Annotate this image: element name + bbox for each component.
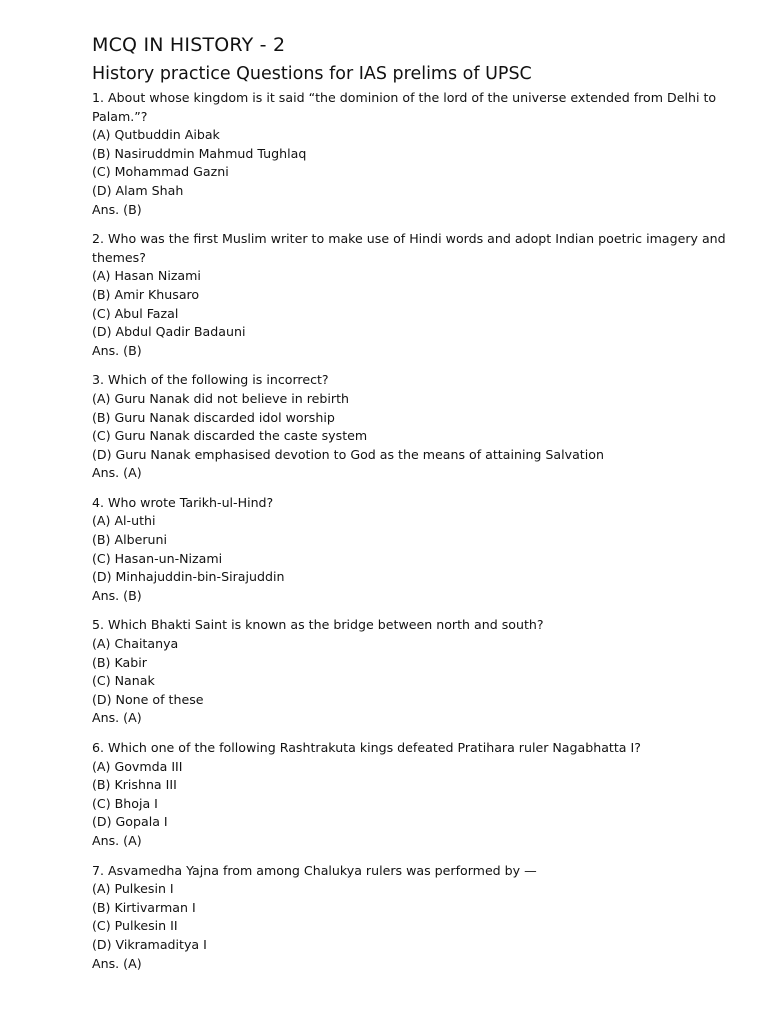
option-d: (D) None of these	[92, 691, 204, 707]
question-text: 3. Which of the following is incorrect?	[92, 372, 329, 388]
question-text: 6. Which one of the following Rashtrakuta kings defeated Pratihara ruler Nagabhatta I?	[92, 740, 641, 755]
option-c: (C) Mohammad Gazni	[92, 164, 229, 180]
option-a: (A) Guru Nanak did not believe in rebirth	[92, 390, 350, 406]
question-text: 1. About whose kingdom is it said “the dominion of the lord of the universe extended from Delhi to Palam.”?	[92, 90, 721, 124]
answer: Ans. (B)	[92, 587, 142, 603]
question-6	[92, 739, 742, 851]
option-b: (B) Kirtivarman I	[92, 899, 196, 915]
option-a: (A) Chaitanya	[92, 636, 179, 652]
option-a: (A) Pulkesin I	[92, 881, 174, 897]
document-page	[92, 32, 742, 984]
question-text: 4. Who wrote Tarikh-ul-Hind?	[92, 494, 274, 510]
answer: Ans. (A)	[92, 955, 142, 971]
option-d: (D) Abdul Qadir Badauni	[92, 324, 246, 340]
question-5	[92, 616, 742, 728]
question-2	[92, 230, 742, 360]
option-c: (C) Nanak	[92, 673, 155, 689]
question-3	[92, 371, 742, 483]
answer: Ans. (A)	[92, 465, 142, 481]
option-b: (B) Amir Khusaro	[92, 286, 200, 302]
option-c: (C) Hasan-un-Nizami	[92, 550, 223, 566]
option-d: (D) Alam Shah	[92, 182, 184, 198]
question-7	[92, 862, 742, 974]
option-a: (A) Al-uthi	[92, 513, 156, 529]
option-b: (B) Guru Nanak discarded idol worship	[92, 409, 335, 425]
answer: Ans. (B)	[92, 342, 142, 358]
option-d: (D) Guru Nanak emphasised devotion to God as the means of attaining Salvation	[92, 446, 604, 462]
option-d: (D) Minhajuddin-bin-Sirajuddin	[92, 569, 285, 585]
option-c: (C) Abul Fazal	[92, 305, 179, 321]
document-subtitle: History practice Questions for IAS prelims of UPSC	[92, 64, 532, 84]
option-c: (C) Guru Nanak discarded the caste system	[92, 428, 368, 444]
answer: Ans. (A)	[92, 832, 142, 848]
option-d: (D) Gopala I	[92, 814, 168, 830]
option-a: (A) Hasan Nizami	[92, 268, 201, 284]
option-b: (B) Kabir	[92, 654, 147, 670]
question-1	[92, 89, 742, 219]
option-a: (A) Govmda III	[92, 758, 183, 774]
question-text: 5. Which Bhakti Saint is known as the bridge between north and south?	[92, 617, 544, 633]
option-b: (B) Alberuni	[92, 532, 167, 548]
question-text: 2. Who was the first Muslim writer to make use of Hindi words and adopt Indian poetric imagery and themes?	[92, 231, 730, 265]
question-text: 7. Asvamedha Yajna from among Chalukya rulers was performed by —	[92, 862, 537, 878]
answer: Ans. (B)	[92, 201, 142, 217]
answer: Ans. (A)	[92, 710, 142, 726]
option-d: (D) Vikramaditya I	[92, 936, 207, 952]
question-4	[92, 494, 742, 606]
option-b: (B) Nasiruddmin Mahmud Tughlaq	[92, 145, 307, 161]
option-c: (C) Bhoja I	[92, 795, 158, 811]
option-c: (C) Pulkesin II	[92, 918, 178, 934]
document-title: MCQ IN HISTORY - 2	[92, 34, 286, 56]
option-b: (B) Krishna III	[92, 777, 177, 793]
option-a: (A) Qutbuddin Aibak	[92, 127, 220, 143]
